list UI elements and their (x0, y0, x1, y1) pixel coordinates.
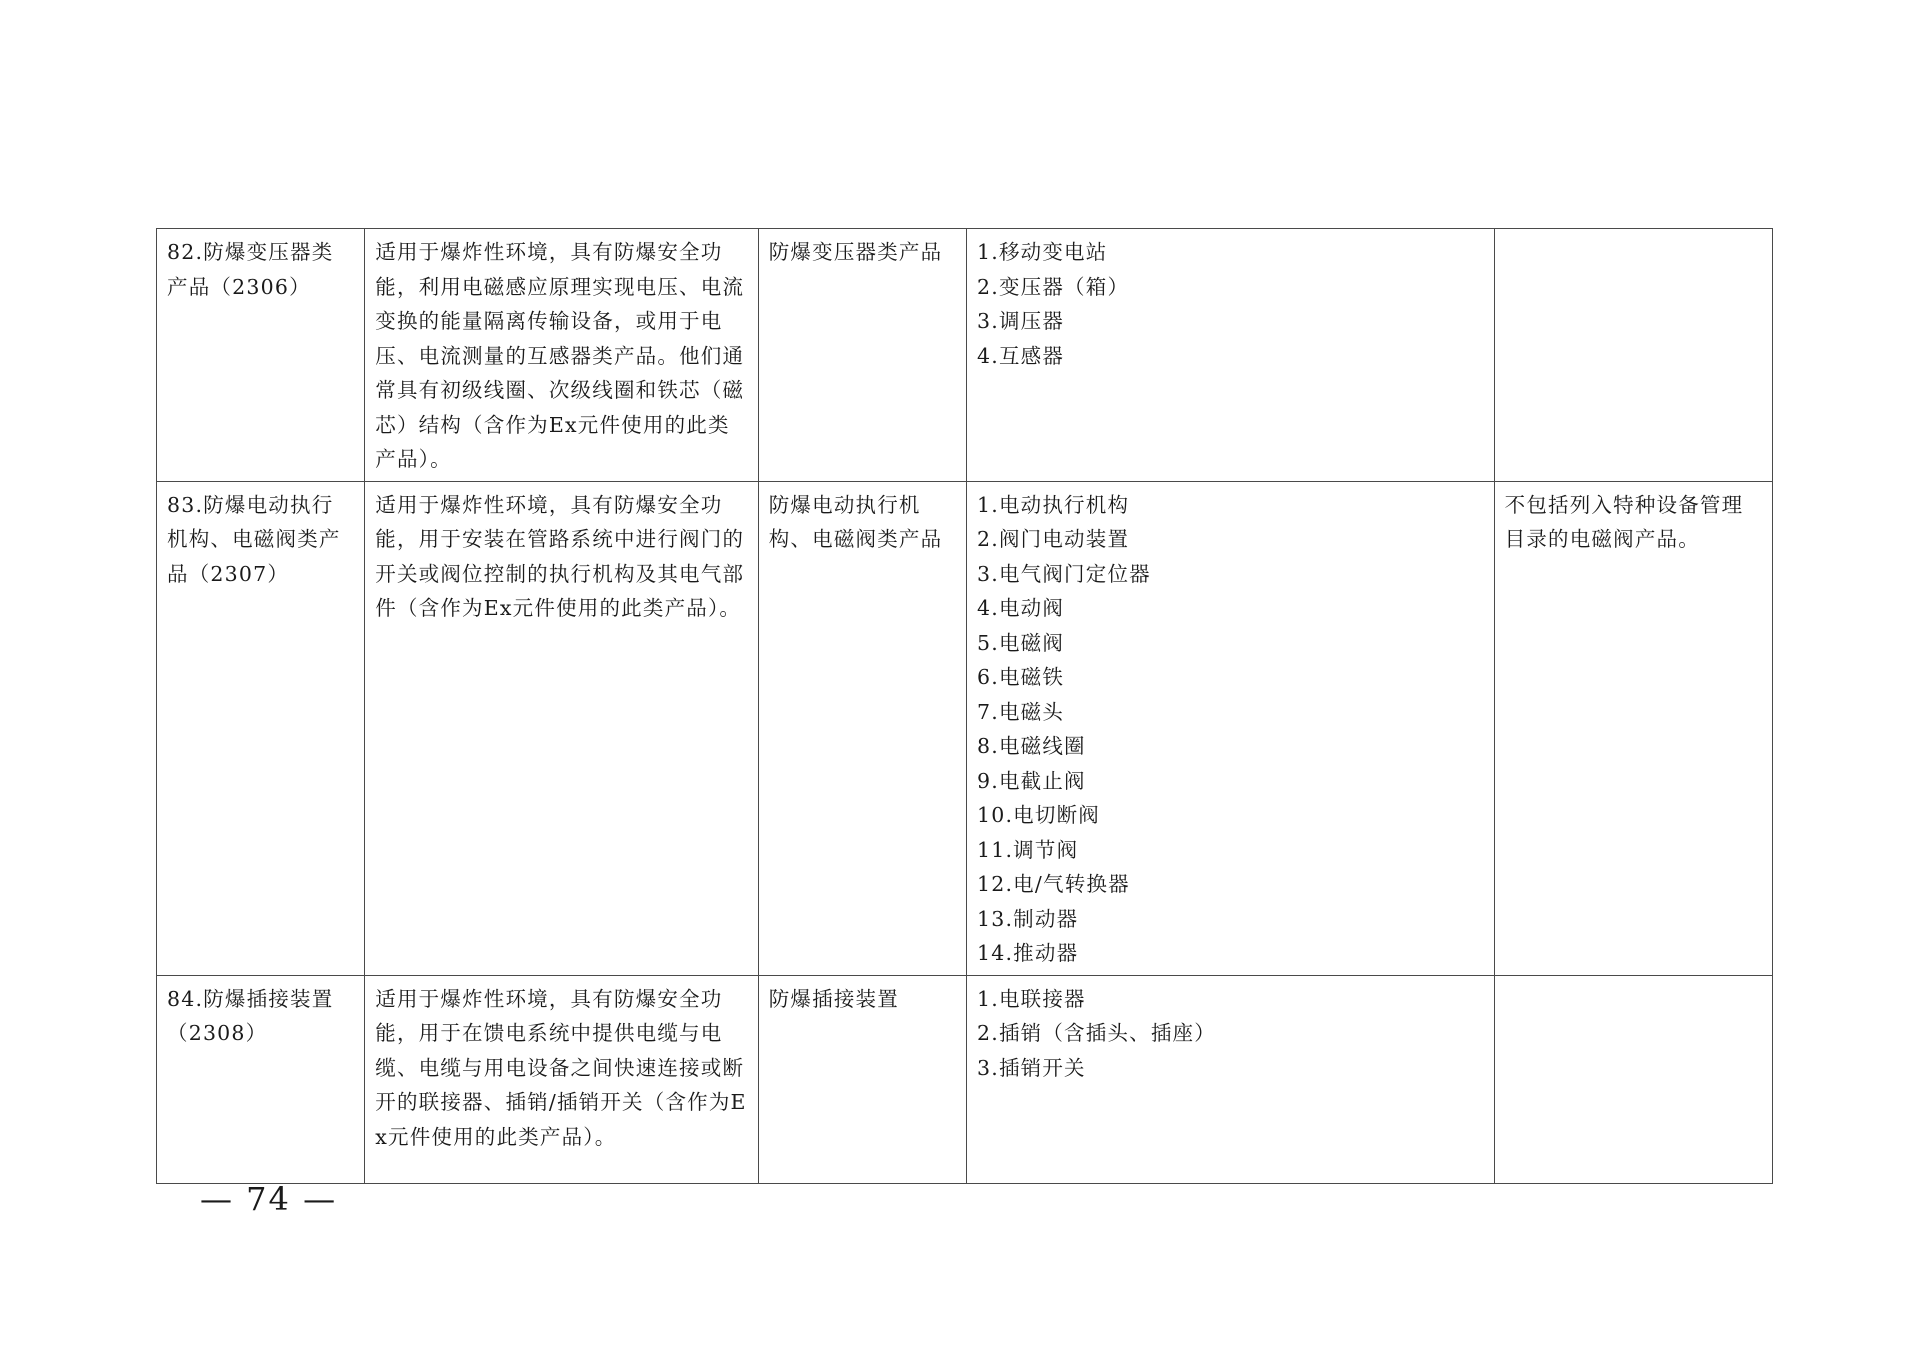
example-item: 1.电动执行机构 (976, 492, 1130, 517)
product-description-cell: 适用于爆炸性环境，具有防爆安全功能，用于在馈电系统中提供电缆与电缆、电缆与用电设备之间快速连接或断开的联接器、插销/插销开关（含作为Ex元件使用的此类产品）。 (365, 975, 758, 1183)
product-name-cell: 82.防爆变压器类产品（2306） (157, 229, 365, 482)
example-item: 12.电/气转换器 (976, 872, 1130, 896)
example-item: 3.调压器 (976, 309, 1065, 333)
example-item: 7.电磁头 (976, 699, 1065, 724)
example-item: 3.电气阀门定位器 (976, 561, 1151, 586)
product-category-cell: 防爆插接装置 (758, 975, 966, 1183)
example-item: 1.电联接器 (976, 986, 1086, 1011)
product-name-cell: 83.防爆电动执行机构、电磁阀类产品（2307） (157, 481, 365, 975)
product-examples-cell (966, 975, 1494, 1183)
product-category-cell: 防爆变压器类产品 (758, 229, 966, 482)
example-item: 13.制动器 (976, 906, 1079, 931)
product-catalog-table (156, 228, 1773, 1184)
product-category-cell: 防爆电动执行机构、电磁阀类产品 (758, 481, 966, 975)
product-examples-cell (966, 481, 1494, 975)
example-item: 1.移动变电站 (976, 240, 1108, 264)
example-item: 4.电动阀 (976, 596, 1065, 620)
table-row (157, 229, 1773, 482)
example-item: 5.电磁阀 (976, 630, 1065, 655)
example-item: 8.电磁线圈 (976, 734, 1086, 758)
example-item: 10.电切断阀 (976, 803, 1100, 827)
example-item: 3.插销开关 (976, 1055, 1086, 1080)
example-item: 2.阀门电动装置 (976, 527, 1130, 551)
product-examples-cell (966, 229, 1494, 482)
example-item: 9.电截止阀 (976, 768, 1086, 793)
example-item: 6.电磁铁 (976, 665, 1065, 689)
product-description-cell: 适用于爆炸性环境，具有防爆安全功能，用于安装在管路系统中进行阀门的开关或阀位控制的执行机构及其电气部件（含作为Ex元件使用的此类产品）。 (365, 481, 758, 975)
example-item: 4.互感器 (976, 343, 1065, 368)
example-item: 2.变压器（箱） (976, 274, 1130, 299)
table-row (157, 975, 1773, 1183)
product-description-cell: 适用于爆炸性环境，具有防爆安全功能，利用电磁感应原理实现电压、电流变换的能量隔离传输设备，或用于电压、电流测量的互感器类产品。他们通常具有初级线圈、次级线圈和铁芯（磁芯）结构（含作为Ex元件使用的此类产品）。 (365, 229, 758, 482)
example-item: 11.调节阀 (976, 837, 1079, 862)
product-note-cell: 不包括列入特种设备管理目录的电磁阀产品。 (1494, 481, 1772, 975)
product-name-cell: 84.防爆插接装置（2308） (157, 975, 365, 1183)
page-number: — 74 — (200, 1180, 338, 1218)
example-item: 14.推动器 (976, 941, 1079, 965)
example-item: 2.插销（含插头、插座） (976, 1021, 1216, 1045)
product-note-cell (1494, 975, 1772, 1183)
product-note-cell (1494, 229, 1772, 482)
table-row (157, 481, 1773, 975)
